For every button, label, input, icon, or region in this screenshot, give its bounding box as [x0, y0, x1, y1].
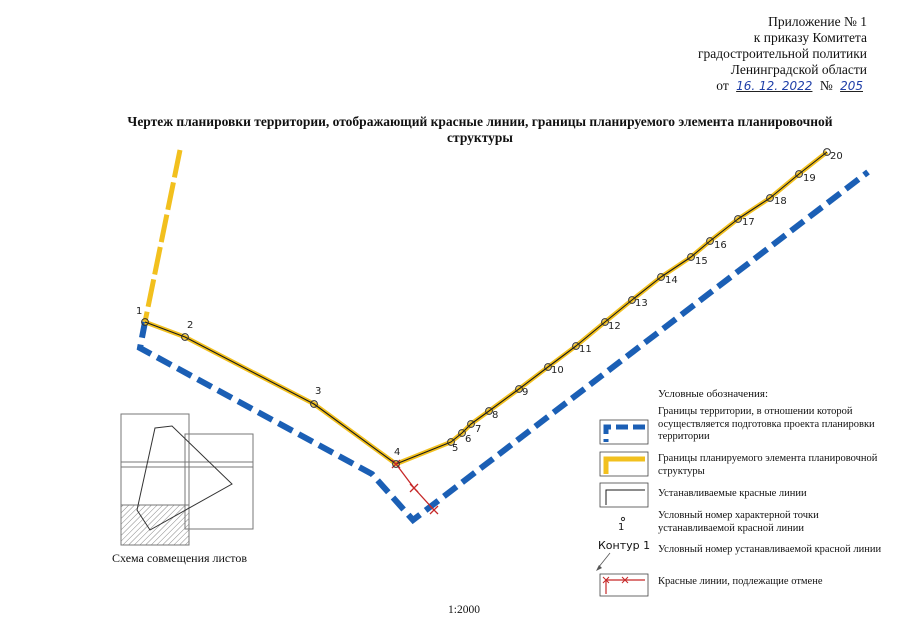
appendix-line-1: Приложение № 1	[768, 14, 867, 29]
number-prefix: №	[819, 78, 833, 93]
point-label: 8	[492, 410, 499, 421]
scheme-caption: Схема совмещения листов	[112, 551, 247, 565]
point-label: 20	[830, 151, 843, 162]
point-label: 10	[551, 365, 564, 376]
legend-item-text: Красные линии, подлежащие отмене	[658, 576, 823, 587]
appendix-line-3: градостроительной политики	[697, 46, 867, 61]
point-label: 4	[394, 447, 401, 458]
point-label: 2	[187, 320, 194, 331]
legend-item-text: Границы планируемого элемента планировочной структуры	[658, 453, 878, 477]
drawing-scale: 1:2000	[448, 604, 480, 616]
order-number: 205	[840, 79, 863, 93]
point-label: 11	[579, 344, 592, 355]
legend-heading: Условные обозначения:	[658, 388, 769, 400]
legend-item-text: Границы территории, в отношении которой осуществляется подготовка проекта планировки территории	[658, 406, 875, 442]
point-label: 3	[315, 386, 322, 397]
drawing-title: Чертеж планировки территории, отображающий красные линии, границы планируемого элемента планировочной структуры	[127, 114, 833, 145]
point-label: 12	[608, 321, 621, 332]
point-label: 18	[774, 196, 787, 207]
point-label: 15	[695, 256, 708, 267]
legend-item-text: Условный номер характерной точки устанавливаемой красной линии	[658, 510, 819, 534]
order-date: 16. 12. 2022	[736, 79, 813, 93]
point-label: 14	[665, 275, 678, 286]
sheet-layout-scheme	[121, 414, 253, 545]
appendix-line-4: Ленинградской области	[730, 62, 867, 77]
legend-item-text: Устанавливаемые красные линии	[658, 488, 807, 499]
point-label: 19	[803, 173, 816, 184]
point-label: 9	[522, 387, 529, 398]
date-prefix: от	[716, 78, 729, 93]
appendix-line-2: к приказу Комитета	[753, 30, 867, 45]
legend-contour-sample: Контур 1	[598, 539, 651, 552]
point-label: 16	[714, 240, 727, 251]
element-boundary-top	[145, 150, 180, 322]
point-label: 17	[742, 217, 755, 228]
point-label: 1	[136, 306, 143, 317]
point-label: 13	[635, 298, 648, 309]
point-label: 6	[465, 434, 472, 445]
point-label: 7	[475, 424, 482, 435]
legend-item-text: Условный номер устанавливаемой красной линии	[658, 544, 882, 555]
legend-symbols	[596, 420, 651, 596]
point-label: 5	[452, 443, 459, 454]
legend-point-sample: 1	[618, 522, 625, 533]
